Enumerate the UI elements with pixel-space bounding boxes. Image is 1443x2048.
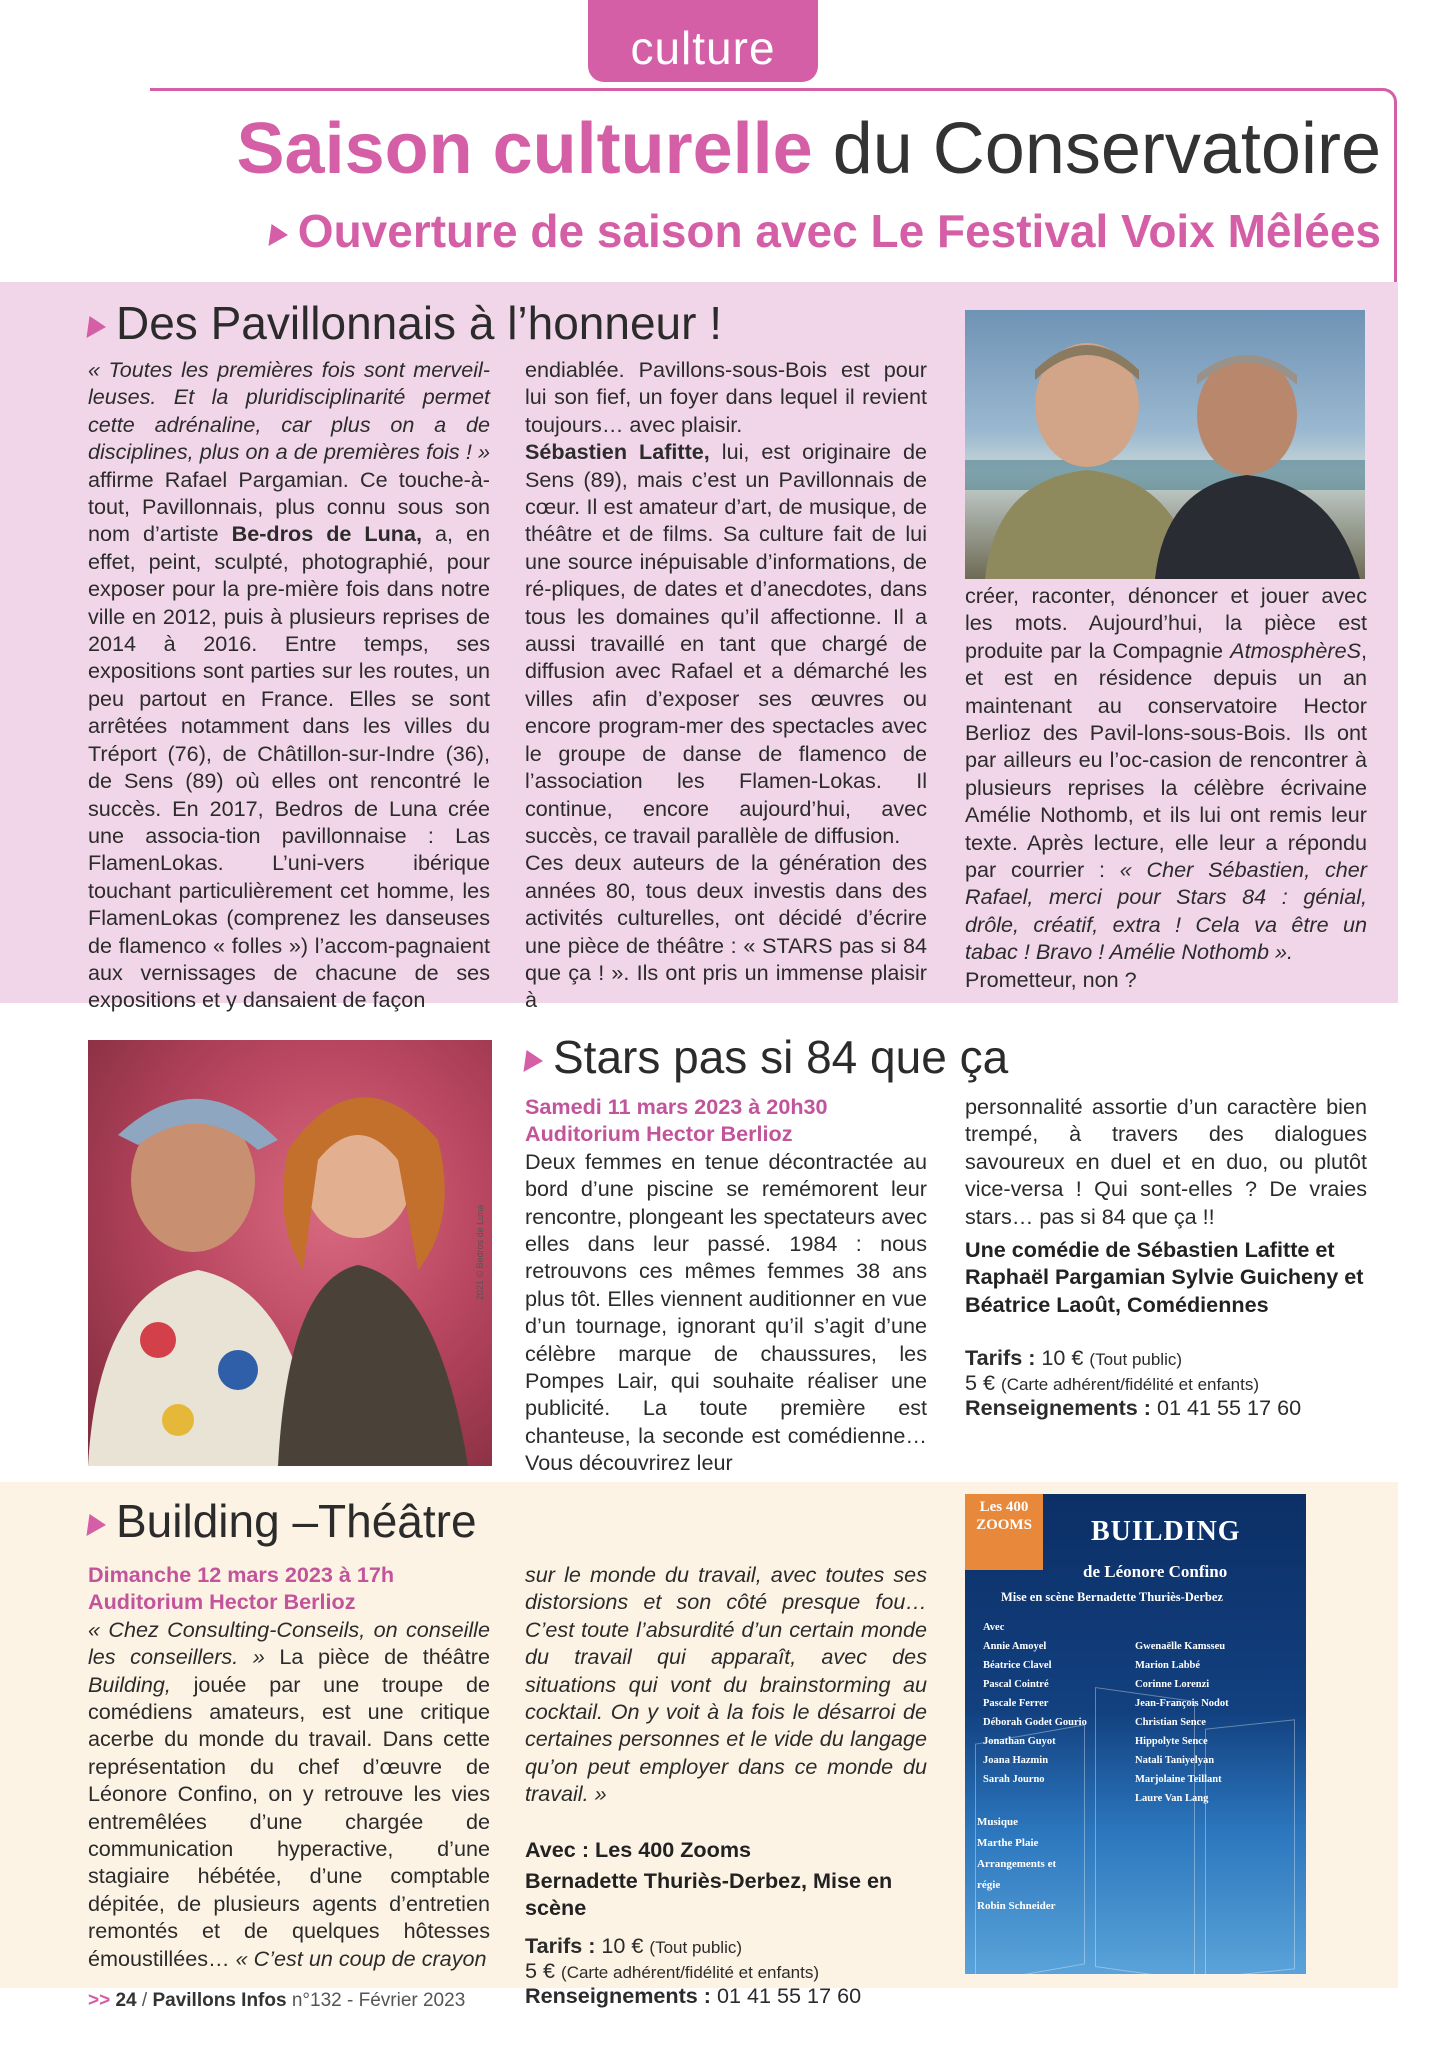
chevron-right-icon xyxy=(86,1514,107,1536)
info-phone: 01 41 55 17 60 xyxy=(711,1982,862,2008)
authors-photo xyxy=(965,310,1365,579)
body-text: Deux femmes en tenue décontractée au bord d’une piscine se remémorent leur rencontre, plongeant les spectateurs avec elles dans leur passé. 1984 : nous retrouvons ces mêmes femmes 38 ans plus tôt. Elles viennent auditionner en vue d’un tournage, ignorant qu’il s’agit d’une célèbre marque de chaussures, les Pompes Lair, qui souhaite réaliser une publicité. La toute première est chanteuse, la seconde est comédienne… Vous découvrirez leur xyxy=(525,1148,927,1476)
poster-music-credits: Musique Marthe Plaie Arrangements et régie Robin Schneider xyxy=(977,1816,1057,1912)
body-text: personnalité assortie d’un caractère bien trempé, à travers des dialogues savoureux en duel et en duo, ou plutôt vice-versa ! Qui sont-elles ? De vraies stars… pas si 84 que ça !! xyxy=(965,1094,1367,1229)
event-credits: Bernadette Thuriès-Derbez, Mise en scène xyxy=(525,1868,893,1921)
event-credits: Avec : Les 400 Zooms xyxy=(525,1836,752,1862)
section1-heading xyxy=(88,296,722,350)
body-text: jouée par une troupe de comédiens amateurs, est une critique acerbe du monde du travail. Dans cette représentation du chef d’œuvre de Léonore Confino, on y retrouve les vies entremêlées d’une chargée de communication hyperactive, d’une stagiaire hébétée, d’une comptable dépitée, de plusieurs agents d’entretien remontés et de quelques hôtesses émoustillées… xyxy=(88,1671,490,1971)
body-text: endiablée. Pavillons-sous-Bois est pour lui son fief, un foyer dans lequel il revient toujours… avec plaisir. xyxy=(525,357,927,437)
page-footer: >> 24 / Pavillons Infos n°132 - Février 2023 xyxy=(88,1990,466,2011)
actresses-photo xyxy=(88,1040,492,1466)
event-date: Dimanche 12 mars 2023 à 17h xyxy=(88,1562,395,1587)
chevron-right-icon xyxy=(523,1050,544,1072)
photo-credit: 2021 © Bedros de Luna xyxy=(475,1204,485,1300)
price-2-note: (Carte adhérent/fidélité et enfants) xyxy=(561,1962,820,1982)
section3-column-2 xyxy=(525,1561,927,2007)
play-title: Building, xyxy=(88,1671,171,1697)
poster-cast-left: Avec Annie Amoyel Béatrice Clavel Pascal Cointré Pascale Ferrer Déborah Godet Gourio Jonathan Guyot Joana Hazmin Sarah Journo xyxy=(983,1622,1087,1785)
event-prices xyxy=(525,1934,927,2007)
quote-text: « C’est un coup de crayon xyxy=(235,1945,487,1971)
quote-text: sur le monde du travail, avec toutes ses distorsions et son côté presque fou… C’est toute l’absurdité d’un certain monde du travail qui apparaît, avec des situations qui vont du brainstorming au cocktail. On y voit à la fois le désarroi de certaines personnes et le vide du langage qu’on peut employer dans ce monde du travail. » xyxy=(525,1562,927,1807)
info-label: Renseignements : xyxy=(965,1395,1151,1421)
body-text: lui, est originaire de Sens (89), mais c’est un Pavillonnais de cœur. Il est amateur d’art, de musique, de théâtre et de films. Sa culture fait de lui une source inépuisable d’informations, de ré-pliques, de dates et d’anecdotes, dans tous les domaines qu’il affectionne. Il a aussi travaillé en tant que chargé de diffusion avec Rafael et a démarché les villes afin d’exposer ses œuvres ou encore program-mer des spectacles avec le groupe de danse de flamenco de l’association les Flamen-Lokas. Il continue, encore aujourd’hui, avec succès, ce travail parallèle de diffusion. xyxy=(525,439,928,848)
poster-author: de Léonore Confino xyxy=(1083,1562,1228,1581)
tarifs-label: Tarifs : xyxy=(965,1345,1036,1371)
price-1-note: (Tout public) xyxy=(649,1937,743,1957)
event-prices xyxy=(965,1346,1367,1419)
body-text: , et est en résidence depuis un an maintenant au conservatoire Hector Berlioz des Pavil-lons-sous-Bois. Ils ont par ailleurs eu l’oc-casion de rencontrer à plusieurs reprises la célèbre écrivaine Amélie Nothomb, et ils lui ont remis leur texte. Après lecture, elle leur a répondu par courrier : xyxy=(965,637,1367,883)
section2-heading-text: Stars pas si 84 que ça xyxy=(553,1031,1009,1083)
chevron-right-icon xyxy=(268,224,289,246)
section1-column-2 xyxy=(525,356,927,1014)
quote-text: « Chez Consulting-Conseils, on conseille les conseillers. » xyxy=(88,1616,490,1670)
author-name: Sébastien Lafitte, xyxy=(525,439,710,465)
quote-text: « Cher Sébastien, cher Rafael, merci pour Stars 84 : génial, drôle, créatif, extra ! Cela va être un tabac ! Bravo ! Amélie Nothomb ». xyxy=(965,857,1367,965)
body-text: La pièce de théâtre xyxy=(264,1644,491,1670)
artist-name: Be-dros de Luna, xyxy=(231,521,422,547)
body-text: Prometteur, non ? xyxy=(965,966,1137,992)
page-number: 24 xyxy=(115,1990,137,2011)
publication-name: Pavillons Infos xyxy=(152,1990,287,2011)
info-phone: 01 41 55 17 60 xyxy=(1151,1395,1302,1421)
section2-column-2 xyxy=(965,1093,1367,1419)
event-venue: Auditorium Hector Berlioz xyxy=(88,1589,356,1615)
body-text: créer, raconter, dénoncer et jouer avec les mots. Aujourd’hui, la pièce est produite par la Compagnie xyxy=(965,583,1367,663)
tarifs-label: Tarifs : xyxy=(525,1932,596,1958)
body-text: a, en effet, peint, sculpté, photographié, pour exposer pour la pre-mière fois dans notre ville en 2012, puis à plusieurs reprises de 2014 à 2016. Entre temps, ses expositions sont parties sur les routes, un peu partout en France. Elles se sont arrêtées notamment dans les villes du Tréport (76), de Châtillon-sur-Indre (36), de Sens (89) où elles ont rencontré le succès. En 2017, Bedros de Luna crée une associa-tion pavillonnaise : Las FlamenLokas. L’uni-vers ibérique touchant particulièrement cet homme, les FlamenLokas (comprenez les danseuses de flamenco « folles ») l’accom-pagnaient aux vernissages de chacune de ses expositions et y dansaient de façon xyxy=(88,521,490,1013)
info-label: Renseignements : xyxy=(525,1982,711,2008)
section2-heading xyxy=(525,1030,1008,1084)
quote-text: « Toutes les premières fois sont merveil-leuses. Et la pluridisciplinarité permet cette adrénaline, car plus on a de disciplines, plus on a de premières fois ! » xyxy=(88,357,490,465)
poster-logo: Les 400 ZOOMS xyxy=(965,1494,1043,1570)
section1-heading-text: Des Pavillonnais à l’honneur ! xyxy=(116,297,723,349)
event-venue: Auditorium Hector Berlioz xyxy=(525,1121,793,1147)
company-name: AtmosphèreS xyxy=(1230,637,1361,663)
section1-column-1 xyxy=(88,356,490,1014)
chevron-right-icon xyxy=(86,316,107,338)
footer-arrows: >> xyxy=(88,1990,111,2011)
section2-column-1 xyxy=(525,1093,927,1477)
section3-heading-text: Building –Théâtre xyxy=(116,1495,477,1547)
page-subtitle xyxy=(270,204,1381,258)
price-2-note: (Carte adhérent/fidélité et enfants) xyxy=(1001,1375,1260,1395)
section3-heading xyxy=(88,1494,477,1548)
section-tab: culture xyxy=(588,0,818,82)
price-2: 5 € xyxy=(965,1370,1002,1396)
issue-info: n°132 - Février 2023 xyxy=(291,1990,466,2011)
building-poster xyxy=(965,1494,1306,1974)
page-title xyxy=(237,108,1382,190)
poster-title: BUILDING xyxy=(1091,1516,1241,1547)
title-rest: du Conservatoire xyxy=(812,109,1381,189)
price-1: 10 € xyxy=(1035,1345,1090,1371)
section1-column-3 xyxy=(965,582,1367,993)
price-2: 5 € xyxy=(525,1957,562,1983)
price-1-note: (Tout public) xyxy=(1089,1350,1183,1370)
body-text: affirme Rafael Pargamian. Ce touche-à-tout, Pavillonnais, plus connu sous son nom d’artiste xyxy=(88,466,490,547)
event-credits: Une comédie de Sébastien Lafitte et Raphaël Pargamian Sylvie Guicheny et Béatrice Laoût, Comédiennes xyxy=(965,1237,1364,1317)
subtitle-text: Ouverture de saison avec Le Festival Voix Mêlées xyxy=(297,205,1381,257)
event-date: Samedi 11 mars 2023 à 20h30 xyxy=(525,1094,828,1119)
body-text: Ces deux auteurs de la génération des années 80, tous deux investis dans des activités culturelles, ont décidé d’écrire une pièce de théâtre : « STARS pas si 84 que ça ! ». Ils ont pris un immense plaisir à xyxy=(525,850,927,1013)
section3-column-1 xyxy=(88,1561,490,1972)
poster-cast-right: Gwenaëlle Kamsseu Marion Labbé Corinne Lorenzi Jean-François Nodot Christian Sence Hippolyte Sence Natali Taniyelyan Marjolaine Teillant Laure Van Lang xyxy=(1135,1641,1229,1804)
price-1: 10 € xyxy=(595,1932,650,1958)
poster-director: Mise en scène Bernadette Thuriès-Derbez xyxy=(1001,1590,1223,1604)
title-strong: Saison culturelle xyxy=(236,109,813,189)
